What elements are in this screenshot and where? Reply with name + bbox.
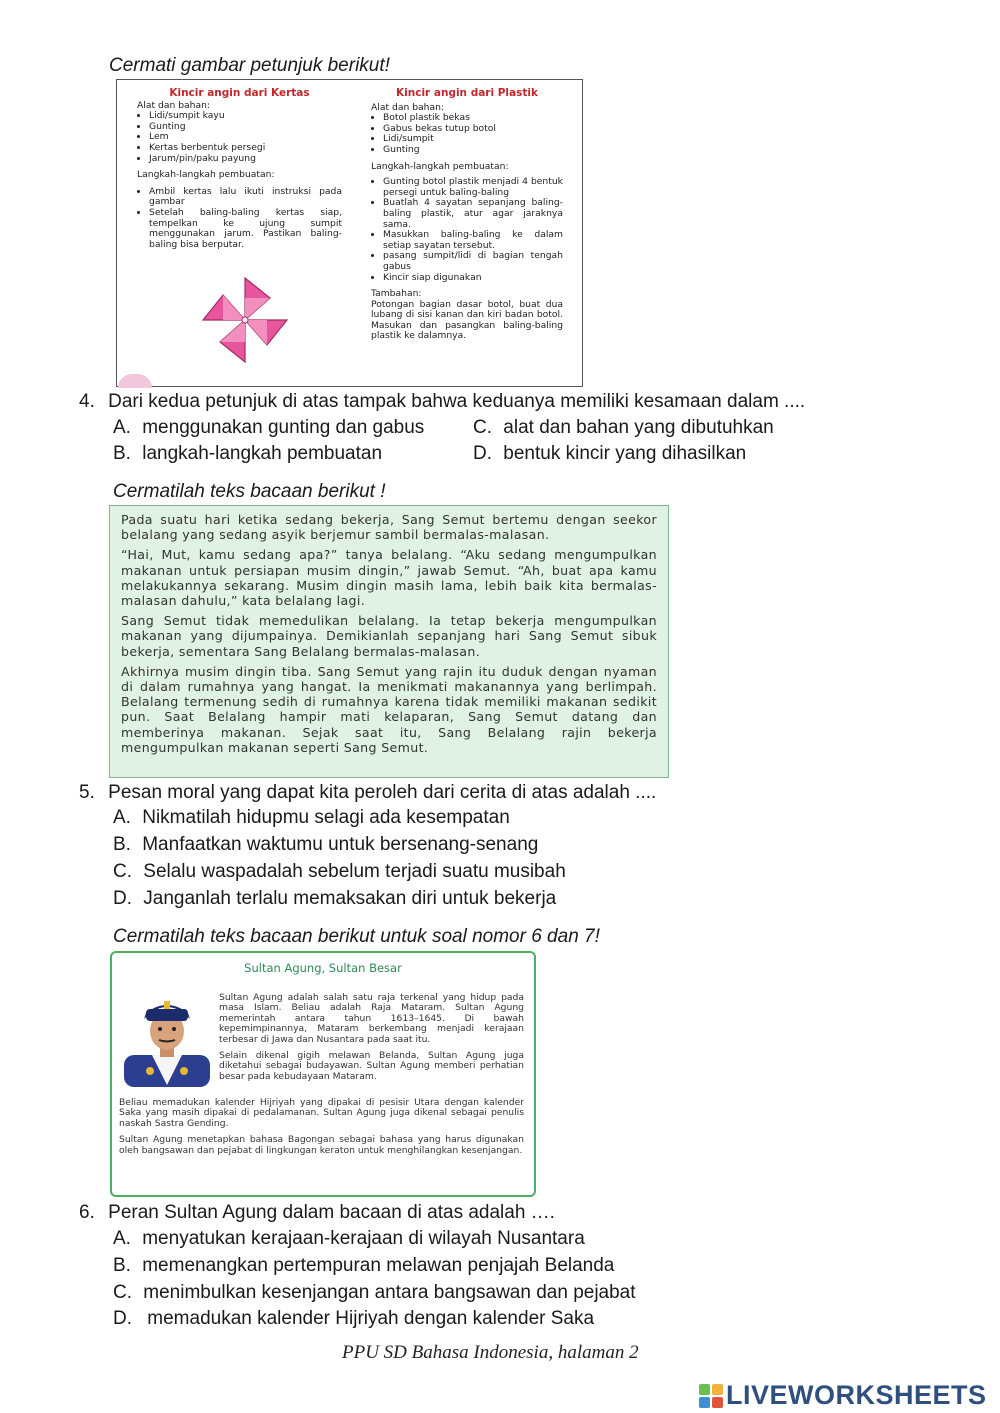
story-paragraph: Sang Semut tidak memedulikan belalang. Ia tetap bekerja mengumpulkan makanan yang dijumpainya. Demikianlah sepanjang hari Sang Semut sibuk bekerja, sementara Sang Belalang bermalas-malasan. — [121, 613, 657, 659]
list-item: • Gunting — [149, 122, 342, 133]
page-footer: PPU SD Bahasa Indonesia, halaman 2 — [342, 1342, 639, 1363]
option-text: menyatukan kerajaan-kerajaan di wilayah Nusantara — [142, 1228, 585, 1249]
option-text: langkah-langkah pembuatan — [142, 443, 383, 464]
sultan-paragraph: Beliau memadukan kalender Hijriyah yang dipakai di pesisir Utara dengan kalender Saka yang masih dipakai di pedalamanan. Sultan Agung juga dikenal sebagai penulis naskah Sastra Gending. — [119, 1097, 524, 1129]
materials-label: Alat dan bahan: — [137, 99, 211, 111]
option-letter: D. — [473, 443, 492, 464]
option-text: memadukan kalender Hijriyah dengan kalender Saka — [147, 1308, 595, 1329]
plastic-pinwheel-title: Kincir angin dari Plastik — [396, 87, 538, 99]
option-6d[interactable] — [113, 1308, 594, 1330]
list-item: • Buatlah 4 sayatan sepanjang baling-baling plastik, atur agar jaraknya sama. — [383, 198, 563, 230]
steps-label: Langkah-langkah pembuatan: — [371, 160, 509, 172]
option-4a[interactable] — [113, 417, 424, 439]
sultan-paragraph-1-wrap — [219, 993, 524, 1082]
list-item: • Kincir siap digunakan — [383, 273, 563, 284]
story-paragraph: Akhirnya musim dingin tiba. Sang Semut yang rajin itu duduk dengan nyaman di dalam rumahnya yang hangat. Ia menikmati makanannya yang berlimpah. Belalang termenung sedih di rumahnya karena tidak memiliki makanan sedikit pun. Saat Belalang hampir mati kelaparan, Sang Semut datang dan memberinya makanan. Sejak saat itu, Sang Belalang rajin bekerja mengumpulkan makanan seperti Sang Semut. — [121, 663, 657, 755]
steps-list — [137, 187, 342, 251]
story-paragraph: Pada suatu hari ketika sedang bekerja, Sang Semut bertemu dengan seekor belalang yang sedang asyik berjemur sambil bermalas-malasan. — [121, 512, 657, 543]
story-text-box — [109, 505, 669, 778]
list-item: • Setelah baling-baling kertas siap, tempelkan ke ujung sumpit menggunakan jarum. Pastikan baling-baling bisa berputar. — [149, 208, 342, 250]
instruction-story: Cermatilah teks bacaan berikut ! — [113, 481, 386, 502]
pinwheel-instructions-figure — [116, 79, 583, 387]
option-letter: D. — [113, 1308, 132, 1329]
option-4c[interactable] — [473, 417, 774, 439]
story-paragraph: “Hai, Mut, kamu sedang apa?” tanya belalang. “Aku sedang mengumpulkan makanan untuk persiapan musim dingin,” jawab Semut. “Ah, buat apa kamu melakukannya sekarang. Musim dingin masih lama, lebih baik kita bermalas-malasan dahulu,” kata belalang lagi. — [121, 547, 657, 609]
list-item: • Botol plastik bekas — [383, 113, 563, 124]
option-letter: A. — [113, 417, 131, 438]
brand-name: LIVEWORKSHEETS — [726, 1380, 987, 1410]
sultan-paragraph-2-wrap — [119, 1098, 524, 1156]
sultan-agung-text-box — [110, 951, 536, 1197]
steps-list — [371, 177, 563, 283]
option-6c[interactable] — [113, 1282, 636, 1304]
option-5b[interactable] — [113, 834, 538, 856]
option-text: Manfaatkan waktumu untuk bersenang-senang — [142, 834, 539, 855]
option-text: alat dan bahan yang dibutuhkan — [503, 417, 774, 438]
option-letter: A. — [113, 1228, 131, 1249]
option-letter: C. — [473, 417, 492, 438]
list-item: • Lidi/sumpit — [383, 134, 563, 145]
option-letter: B. — [113, 443, 131, 464]
option-letter: B. — [113, 1255, 131, 1276]
question-6 — [79, 1202, 555, 1224]
sultan-paragraph: Selain dikenal gigih melawan Belanda, Sultan Agung juga diketahui sebagai budayawan. Sultan Agung memberi perhatian besar pada kebudayaan Mataram. — [219, 1050, 524, 1082]
option-text: Selalu waspadalah sebelum terjadi suatu musibah — [143, 861, 566, 882]
list-item: • Masukkan baling-baling ke dalam setiap sayatan tersebut. — [383, 230, 563, 251]
question-number: 4. — [79, 391, 95, 412]
list-item: • Lidi/sumpit kayu — [149, 111, 342, 122]
option-text: memenangkan pertempuran melawan penjajah Belanda — [142, 1255, 615, 1276]
list-item: • Kertas berbentuk persegi — [149, 143, 342, 154]
question-number: 5. — [79, 782, 95, 803]
question-text: Pesan moral yang dapat kita peroleh dari cerita di atas adalah .... — [108, 782, 657, 803]
question-4 — [79, 391, 805, 413]
option-text: menimbulkan kesenjangan antara bangsawan dan pejabat — [143, 1282, 636, 1303]
list-item: • pasang sumpit/lidi di bagian tengah gabus — [383, 251, 563, 272]
option-letter: C. — [113, 1282, 132, 1303]
steps-label: Langkah-langkah pembuatan: — [137, 169, 275, 181]
pinwheel-illustration — [195, 270, 295, 370]
option-letter: C. — [113, 861, 132, 882]
option-4d[interactable] — [473, 443, 746, 465]
sultan-paragraph: Sultan Agung menetapkan bahasa Bagongan sebagai bahasa yang harus digunakan oleh bangsawan dan pejabat di lingkungan keraton untuk menghilangkan kesenjangan. — [119, 1134, 524, 1156]
option-6a[interactable] — [113, 1228, 585, 1250]
list-item: • Gunting botol plastik menjadi 4 bentuk persegi untuk baling-baling — [383, 177, 563, 198]
plastic-pinwheel-column — [371, 88, 563, 342]
question-5 — [79, 782, 656, 804]
materials-list — [137, 111, 342, 164]
option-letter: D. — [113, 888, 132, 909]
list-item: • Lem — [149, 132, 342, 143]
instruction-sultan: Cermatilah teks bacaan berikut untuk soal nomor 6 dan 7! — [113, 926, 600, 947]
option-letter: B. — [113, 834, 131, 855]
option-6b[interactable] — [113, 1255, 614, 1277]
option-text: bentuk kincir yang dihasilkan — [503, 443, 747, 464]
sultan-portrait-illustration — [122, 995, 212, 1087]
option-5d[interactable] — [113, 888, 556, 910]
materials-label: Alat dan bahan: — [371, 101, 445, 113]
paper-pinwheel-column — [137, 88, 342, 250]
option-4b[interactable] — [113, 443, 382, 465]
list-item: • Gabus bekas tutup botol — [383, 124, 563, 135]
materials-list — [371, 113, 563, 155]
liveworksheets-logo-icon — [699, 1384, 723, 1408]
option-5a[interactable] — [113, 807, 510, 829]
paper-pinwheel-title: Kincir angin dari Kertas — [169, 87, 310, 99]
question-text: Dari kedua petunjuk di atas tampak bahwa keduanya memiliki kesamaan dalam .... — [108, 391, 806, 412]
extra-label: Tambahan: — [371, 288, 422, 300]
option-5c[interactable] — [113, 861, 566, 883]
option-letter: A. — [113, 807, 131, 828]
option-text: Nikmatilah hidupmu selagi ada kesempatan — [142, 807, 510, 828]
sultan-paragraph: Sultan Agung adalah salah satu raja terkenal yang hidup pada masa Islam. Beliau adalah Raja Mataram. Sultan Agung memerintah antara tahun 1613–1645. Di bawah kepemimpinannya, Mataram berkembang menjadi kerajaan terbesar di Jawa dan Nusantara pada saat itu. — [219, 992, 524, 1045]
liveworksheets-brand[interactable] — [699, 1380, 987, 1411]
option-text: Janganlah terlalu memaksakan diri untuk bekerja — [143, 888, 557, 909]
question-text: Peran Sultan Agung dalam bacaan di atas adalah …. — [108, 1202, 555, 1223]
instruction-figure: Cermati gambar petunjuk berikut! — [109, 55, 390, 76]
list-item: • Gunting — [383, 145, 563, 156]
list-item: • Jarum/pin/paku payung — [149, 154, 342, 165]
list-item: • Ambil kertas lalu ikuti instruksi pada gambar — [149, 187, 342, 208]
extra-text: Potongan bagian dasar botol, buat dua lubang di sisi kanan dan kiri badan botol. Masukan dan pasangkan baling-baling plastik ke dalamnya. — [371, 298, 563, 342]
sultan-title: Sultan Agung, Sultan Besar — [244, 961, 402, 975]
option-text: menggunakan gunting dan gabus — [142, 417, 425, 438]
question-number: 6. — [79, 1202, 95, 1223]
